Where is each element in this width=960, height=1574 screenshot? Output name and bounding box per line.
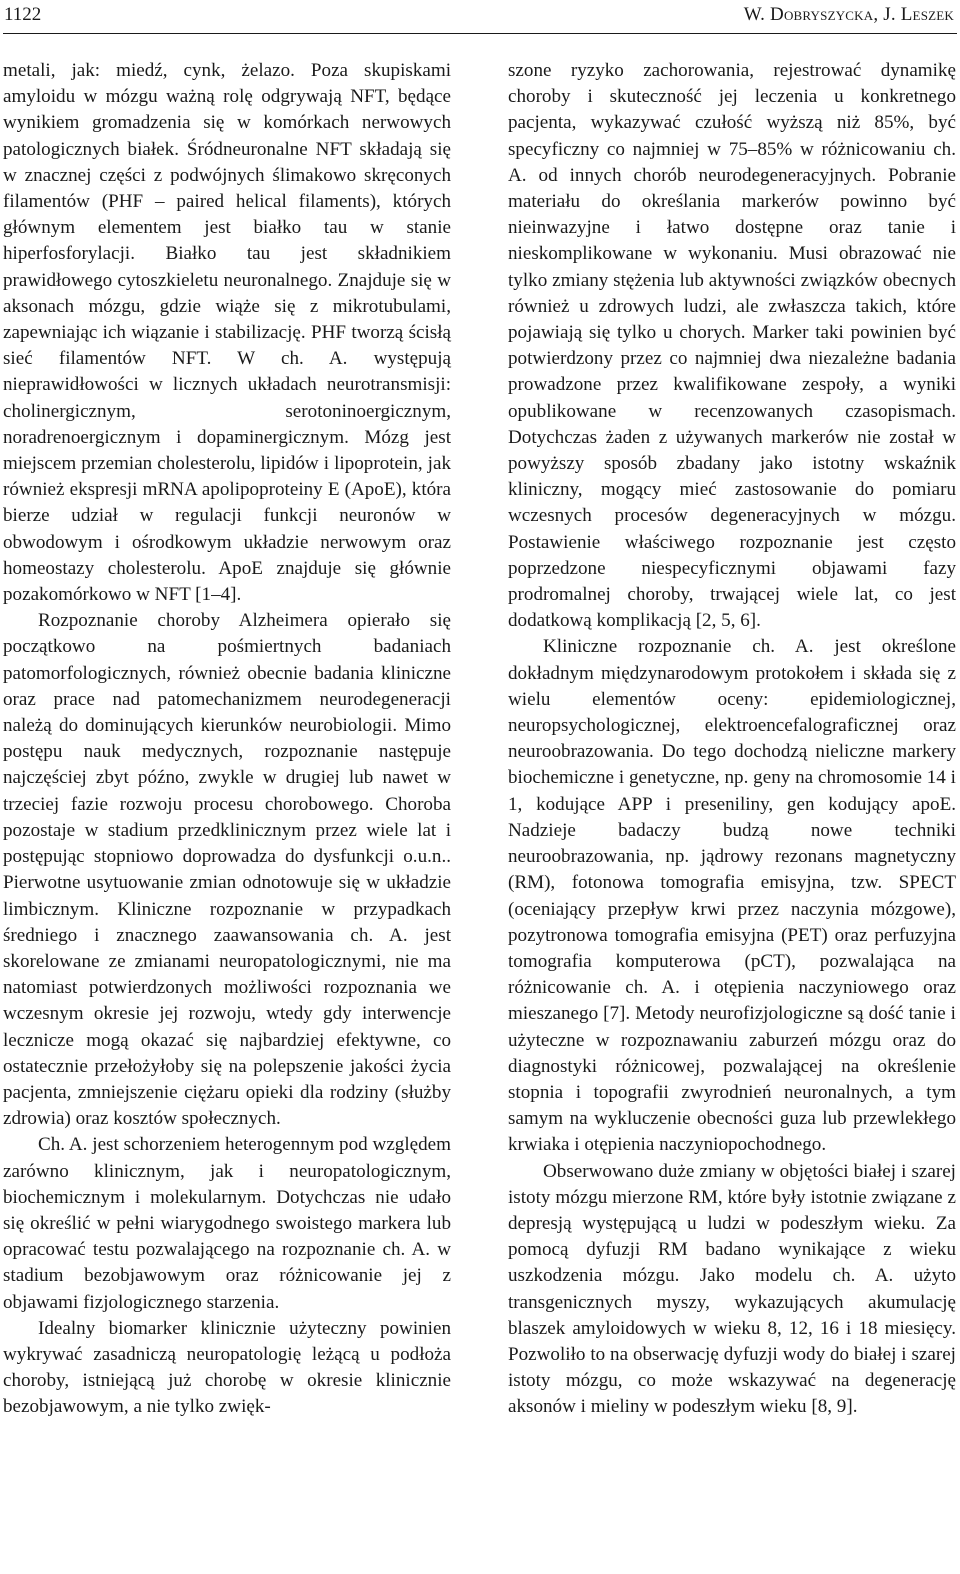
page-number: 1122	[4, 4, 42, 25]
paragraph: Rozpoznanie choroby Alzheimera opierało się początkowo na pośmiertnych badaniach patomorfologicznych, również obecnie badania kliniczne oraz prace nad patomechanizmem neurodegeneracji należą do dominujących kierunków neurobiologii. Mimo postępu nauk medycznych, rozpoznanie następuje najczęściej zbyt późno, zwykle w drugiej lub nawet w trzeciej fazie rozwoju procesu chorobowego. Choroba pozostaje w stadium przedklinicznym przez wiele lat i postępując stopniowo doprowadza do dysfunkcji o.u.n.. Pierwotne usytuowanie zmian odnotowuje się w układzie limbicznym. Kliniczne rozpoznanie w przypadkach średniego i znacznego zaawansowania ch. A. jest skorelowane ze zmianami neuropatologicznymi, nie ma natomiast potwierdzonych możliwości rozpoznania we wczesnym okresie jej rozwoju, wtedy gdy interwencje lecznicze mogą okazać się najbardziej efektywne, co ostatecznie przełożyłoby się na polepszenie jakości życia pacjenta, zmniejszenie ciężaru opieki dla rodziny (służby zdrowia) oraz kosztów społecznych.	[3, 610, 451, 1130]
right-column	[508, 58, 956, 1421]
paragraph: metali, jak: miedź, cynk, żelazo. Poza skupiskami amyloidu w mózgu ważną rolę odgrywają NFT, będące wynikiem gromadzenia się w komórkach nerwowych patologicznych białek. Śródneuronalne NFT składają się w znacznej części z podwójnych ślimakowo skręconych filamentów (PHF – paired helical filaments), których głównym elementem jest białko tau w stanie hiperfosforylacji. Białko tau jest składnikiem prawidłowego cytoszkieletu neuronalnego. Znajduje się w aksonach mózgu, gdzie wiąże się z mikrotubulami, zapewniając ich wiązanie i stabilizację. PHF tworzą ścisłą sieć filamentów NFT. W ch. A. występują nieprawidłowości w licznych układach neurotransmisji: cholinergicznym, serotoninoergicznym, noradrenoergicznym i dopaminergicznym. Mózg jest miejscem przemian cholesterolu, lipidów i lipoprotein, jak również ekspresji mRNA apolipoproteiny E (ApoE), która bierze udział w regulacji funkcji neuronów w obwodowym i ośrodkowym układzie nerwowym oraz homeostazy cholesterolu. ApoE znajduje się głównie pozakomórkowo w NFT [1–4].	[3, 60, 451, 606]
running-authors: W. Dobryszycka, J. Leszek	[743, 4, 954, 25]
paragraph: Kliniczne rozpoznanie ch. A. jest określone dokładnym międzynarodowym protokołem i składa się z wielu elementów oceny: epidemiologicznej, neuropsychologicznej, elektroencefalograficznej oraz neuroobrazowania. Do tego dochodzą nieliczne markery biochemiczne i genetyczne, np. geny na chromosomie 14 i 1, kodujące APP i preseniliny, gen kodujący apoE. Nadzieje badaczy budzą nowe techniki neuroobrazowania, np. jądrowy rezonans magnetyczny (RM), fotonowa tomografia emisyjna, tzw. SPECT (oceniający przepływ krwi przez naczynia mózgowe), pozytronowa tomografia emisyjna (PET) oraz perfuzyjna tomografia komputerowa (pCT), pozwalająca na różnicowanie ch. A. i otępienia naczyniowego oraz mieszanego [7]. Metody neurofizjologiczne są dość tanie i użyteczne w rozpoznawaniu zaburzeń mózgu oraz do diagnostyki różnicowej, pozwalającej na określenie stopnia i topografii zwyrodnień neuronalnych, a tym samym na wykluczenie obecności guza lub przewlekłego krwiaka i otępienia naczyniopochodnego.	[508, 636, 956, 1156]
paragraph: Obserwowano duże zmiany w objętości białej i szarej istoty mózgu mierzone RM, które były istotnie związane z depresją występującą u ludzi w podeszłym wieku. Za pomocą dyfuzji RM badano wynikające z wieku uszkodzenia mózgu. Jako modelu ch. A. użyto transgenicznych myszy, wykazujących akumulację blaszek amyloidowych w wieku 8, 12, 16 i 18 miesięcy. Pozwoliło to na obserwację dyfuzji wody do białej i szarej istoty mózgu, co może wskazywać na degenerację aksonów i mieliny w podeszłym wieku [8, 9].	[508, 1160, 956, 1418]
paragraph: Ch. A. jest schorzeniem heterogennym pod względem zarówno klinicznym, jak i neuropatologicznym, biochemicznym i molekularnym. Dotychczas nie udało się określić w pełni wiarygodnego swoistego markera lub opracować testu pozwalającego na rozpoznanie ch. A. w stadium bezobjawowym oraz różnicowanie jej z objawami fizjologicznego starzenia.	[3, 1134, 451, 1313]
paragraph: szone ryzyko zachorowania, rejestrować dynamikę choroby i skuteczność jej leczenia u konkretnego pacjenta, wykazywać czułość wyższą niż 85%, być specyficzny co najmniej w 75–85% w różnicowaniu ch. A. od innych chorób neurodegeneracyjnych. Pobranie materiału do określania markerów powinno być nieinwazyjne i łatwo dostępne oraz tanie i nieskomplikowane w wykonaniu. Musi obrazować nie tylko zmiany stężenia lub aktywności związków obecnych również u zdrowych ludzi, ale zwłaszcza takich, które pojawiają się tylko u chorych. Marker taki powinien być potwierdzony przez co najmniej dwa niezależne badania prowadzone przez kwalifikowane zespoły, a wyniki opublikowane w recenzowanych czasopismach. Dotychczas żaden z używanych markerów nie został w powyższy sposób zbadany jako istotny wskaźnik kliniczny, mogący mieć zastosowanie do pomiaru wczesnych procesów degeneracyjnych w mózgu. Postawienie właściwego rozpoznanie jest często poprzedzone niespecyficznymi objawami fazy prodromalnej choroby, trwającej wiele lat, co jest dodatkową komplikacją [2, 5, 6].	[508, 60, 956, 632]
paragraph: Idealny biomarker klinicznie użyteczny powinien wykrywać zasadniczą neuropatologię leżącą u podłoża choroby, istniejącą już chorobę w okresie klinicznie bezobjawowym, a nie tylko zwięk-	[3, 1317, 451, 1418]
header-rule	[3, 33, 957, 34]
left-column	[3, 58, 451, 1421]
running-header	[4, 0, 954, 30]
